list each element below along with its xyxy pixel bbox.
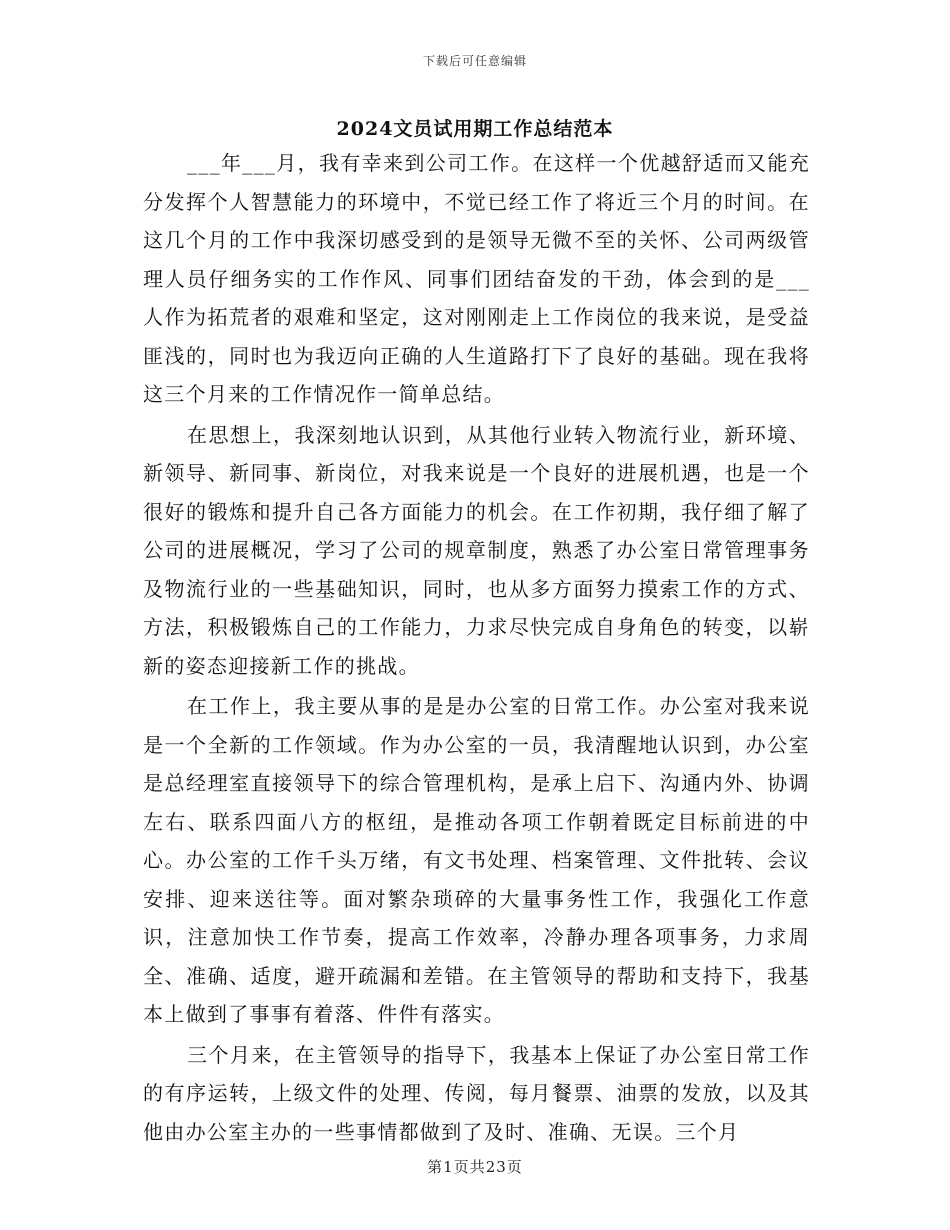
paragraph-2: 在思想上，我深刻地认识到，从其他行业转入物流行业，新环境、新领导、新同事、新岗位，对我来说是一个良好的进展机遇，也是一个很好的锻炼和提升自己各方面能力的机会。在工作初期，我仔细了解了公司的进展概况，学习了公司的规章制度，熟悉了办公室日常管理事务及物流行业的一些基础知识，同时，也从多方面努力摸索工作的方式、方法，积极锻炼自己的工作能力，力求尽快完成自身角色的转变，以崭新的姿态迎接新工作的挑战。 (143, 422, 810, 678)
document-title: 2024文员试用期工作总结范本 (336, 118, 614, 140)
page-number: 第1页共23页 (427, 1158, 523, 1176)
document-body (143, 144, 810, 1153)
paragraph-1: ___年___月，我有幸来到公司工作。在这样一个优越舒适而又能充分发挥个人智慧能力的环境中，不觉已经工作了将近三个月的时间。在这几个月的工作中我深切感受到的是领导无微不至的关怀、公司两级管理人员仔细务实的工作作风、同事们团结奋发的干劲，体会到的是___人作为拓荒者的艰难和坚定，这对刚刚走上工作岗位的我来说，是受益匪浅的，同时也为我迈向正确的人生道路打下了良好的基础。现在我将这三个月来的工作情况作一简单总结。 (143, 151, 810, 406)
header-note: 下载后可任意编辑 (422, 54, 527, 68)
paragraph-4: 三个月来，在主管领导的指导下，我基本上保证了办公室日常工作的有序运转，上级文件的处理、传阅，每月餐票、油票的发放，以及其他由办公室主办的一些事情都做到了及时、准确、无误。三个月 (143, 1042, 810, 1144)
paragraph-3: 在工作上，我主要从事的是是办公室的日常工作。办公室对我来说是一个全新的工作领域。作为办公室的一员，我清醒地认识到，办公室是总经理室直接领导下的综合管理机构，是承上启下、沟通内外、协调左右、联系四面八方的枢纽，是推动各项工作朝着既定目标前进的中心。办公室的工作千头万绪，有文书处理、档案管理、文件批转、会议安排、迎来送往等。面对繁杂琐碎的大量事务性工作，我强化工作意识，注意加快工作节奏，提高工作效率，冷静办理各项事务，力求周全、准确、适度，避开疏漏和差错。在主管领导的帮助和支持下，我基本上做到了事事有着落、件件有落实。 (143, 694, 810, 1026)
